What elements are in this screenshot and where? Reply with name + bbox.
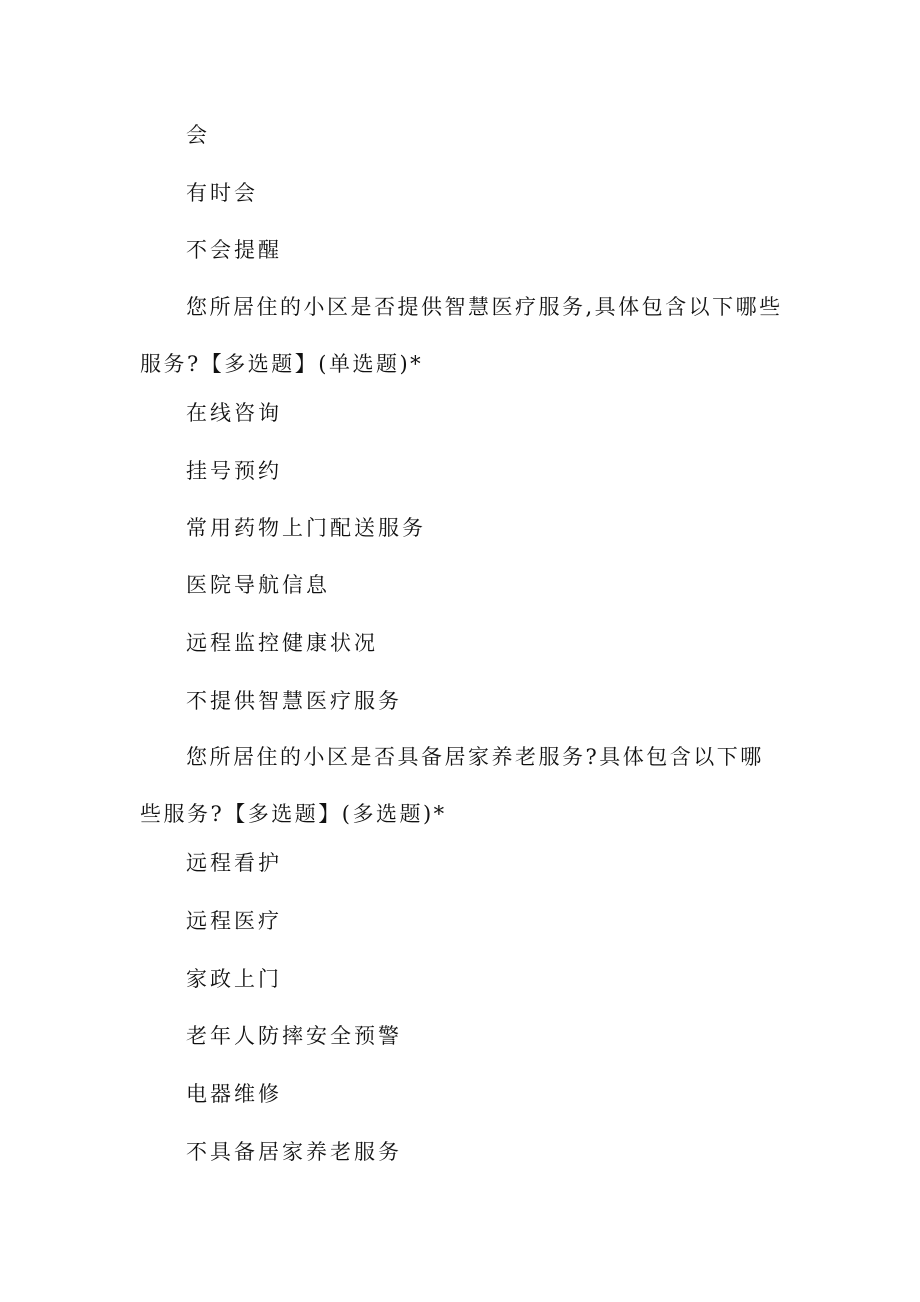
question-1: 您所居住的小区是否提供智慧医疗服务,具体包含以下哪些服务?【多选题】(单选题)* [140, 295, 783, 376]
option-text: 不具备居家养老服务 [186, 1140, 402, 1164]
option-text: 在线咨询 [186, 401, 282, 425]
option-text: 会 [186, 123, 210, 147]
option-text: 医院导航信息 [186, 573, 330, 597]
option-text: 挂号预约 [186, 459, 282, 483]
option-text: 远程医疗 [186, 909, 282, 933]
option-text: 不会提醒 [186, 238, 282, 262]
option-text: 有时会 [186, 181, 258, 205]
option-text: 常用药物上门配送服务 [186, 516, 426, 540]
option-text: 不提供智慧医疗服务 [186, 689, 402, 713]
option-text: 远程监控健康状况 [186, 631, 378, 655]
option-text: 远程看护 [186, 851, 282, 875]
option-text: 老年人防摔安全预警 [186, 1024, 402, 1048]
option-text: 家政上门 [186, 967, 282, 991]
option-text: 电器维修 [186, 1082, 282, 1106]
question-2: 您所居住的小区是否具备居家养老服务?具体包含以下哪些服务?【多选题】(多选题)* [140, 745, 764, 826]
